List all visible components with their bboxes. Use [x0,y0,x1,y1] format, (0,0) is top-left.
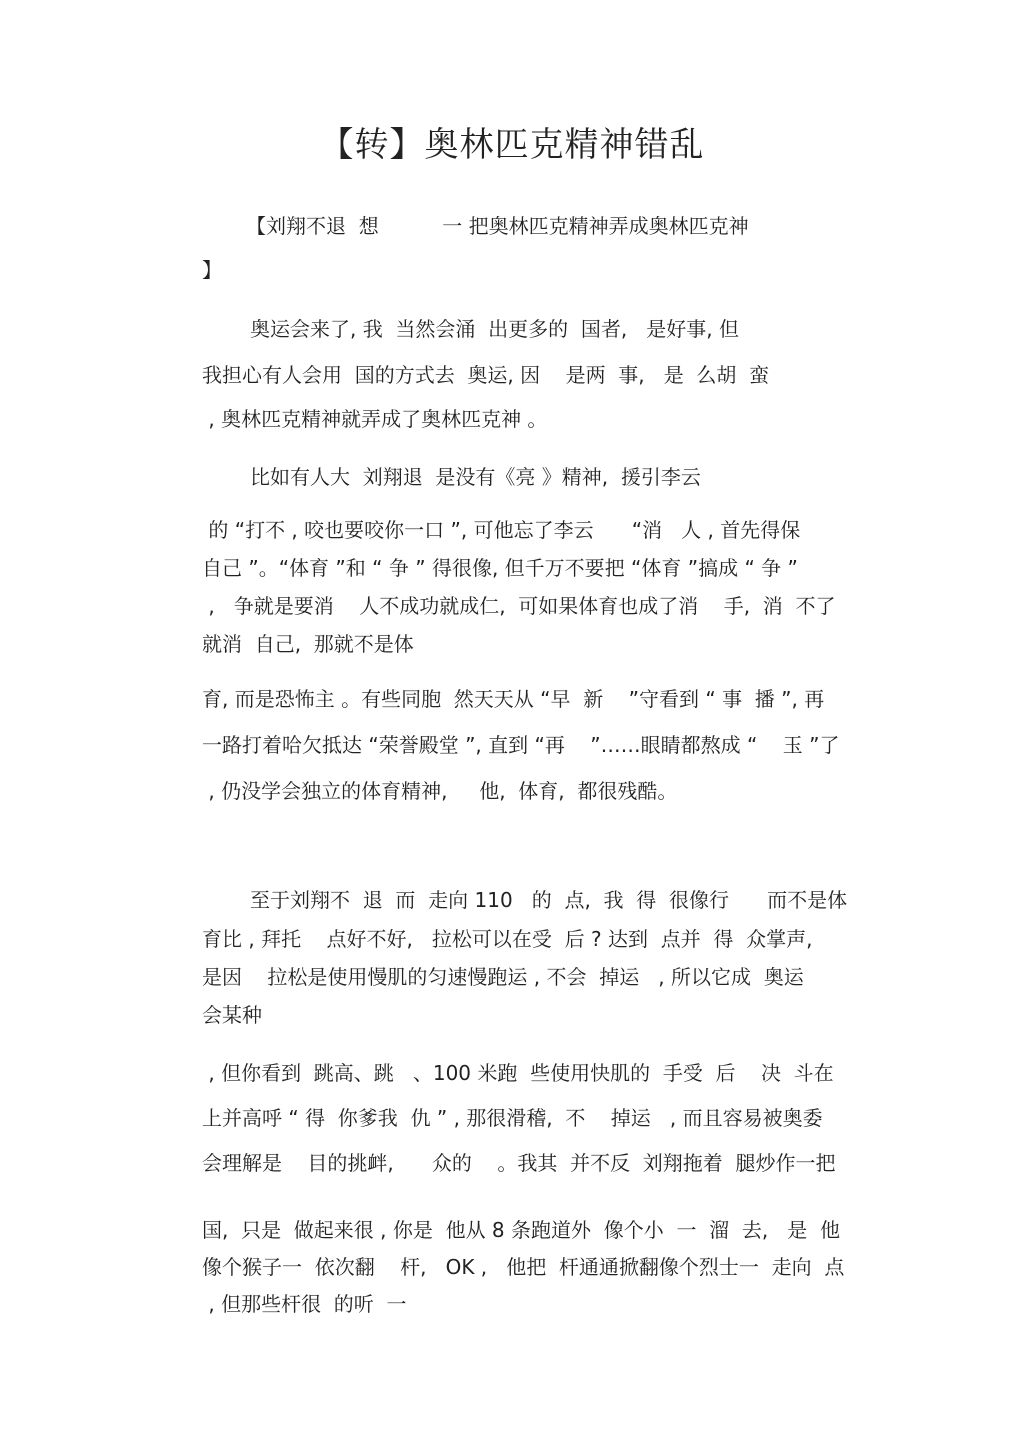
paragraph-line: 会某种 [202,1003,262,1027]
paragraph-line: 育比 , 拜托 点好不好, 拉松可以在受 后 ? 达到 点并 得 众掌声, [202,927,813,951]
paragraph-line: 是因 拉松是使用慢肌的匀速慢跑运 , 不会 掉运 , 所以它成 奥运 [202,965,804,989]
paragraph-line: 上并高呼 “ 得 你爹我 仇 ” , 那很滑稽, 不 掉运 , 而且容易被奥委 [202,1106,823,1130]
paragraph-line: , 仍没学会独立的体育精神, 他, 体育, 都很残酷。 [202,779,678,803]
subtitle-line: 【刘翔不退 想 一 把奥林匹克精神弄成奥林匹克神 [246,214,749,238]
subtitle-line: 】 [202,258,222,282]
paragraph-line: 会理解是 目的挑衅, 众的 。我其 并不反 刘翔拖着 腿炒作一把 [202,1151,836,1175]
paragraph-line: 我担心有人会用 国的方式去 奥运, 因 是两 事, 是 么胡 蛮 [202,363,770,387]
paragraph-line: , 但那些杆很 的听 一 [202,1292,407,1316]
paragraph-line: 国, 只是 做起来很 , 你是 他从 8 条跑道外 像个小 一 溜 去, 是 他 [202,1218,841,1242]
paragraph-line: 至于刘翔不 退 而 走向 110 的 点, 我 得 很像行 而不是体 [250,888,848,912]
paragraph-line: 比如有人大 刘翔退 是没有《亮 》精神, 援引李云 [250,465,701,489]
paragraph-line: 自己 ”。“体育 ”和 “ 争 ” 得很像, 但千万不要把 “体育 ”搞成 “ 争 ” [202,556,798,580]
paragraph-line: , 争就是要消 人不成功就成仁, 可如果体育也成了消 手, 消 不了 [202,594,836,618]
paragraph-line: 育, 而是恐怖主 。有些同胞 然天天从 “早 新 ”守看到 “ 事 播 ”, 再 [202,687,825,711]
paragraph-line: 奥运会来了, 我 当然会涌 出更多的 国者, 是好事, 但 [250,317,740,341]
paragraph-line: 像个猴子一 依次翻 杆, OK , 他把 杆通通掀翻像个烈士一 走向 点 [202,1255,845,1279]
paragraph-line: , 奥林匹克精神就弄成了奥林匹克神 。 [202,407,548,431]
paragraph-line: 就消 自己, 那就不是体 [202,632,414,656]
paragraph-line: , 但你看到 跳高、跳 、100 米跑 些使用快肌的 手受 后 决 斗在 [202,1061,834,1085]
paragraph-line: 一路打着哈欠抵达 “荣誉殿堂 ”, 直到 “再 ”……眼睛都熬成 “ 玉 ”了 [202,733,840,757]
document-title: 【转】奥林匹克精神错乱 [319,125,705,165]
paragraph-line: 的 “打不 , 咬也要咬你一口 ”, 可他忘了李云 “消 人 , 首先得保 [202,518,801,542]
